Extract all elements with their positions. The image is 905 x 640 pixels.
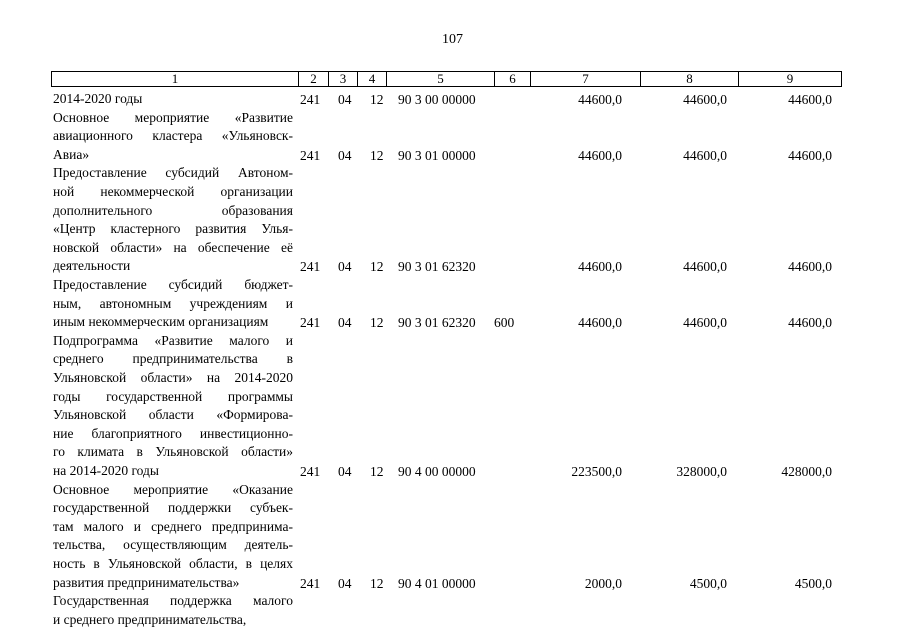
- description-line: дополнительного образования: [53, 202, 293, 218]
- row-cell-c4: 12: [370, 147, 384, 163]
- row-cell-c8: 328000,0: [676, 464, 727, 479]
- row-cell-c7: 44600,0: [578, 147, 622, 163]
- row-cell-c2: 241: [300, 259, 321, 275]
- description-line: го климата в Ульяновской области»: [53, 444, 293, 460]
- row-cell-c7: 44600,0: [578, 315, 622, 331]
- description-line: на 2014-2020 годы: [53, 462, 159, 478]
- row-cell-c8: 44600,0: [683, 315, 727, 331]
- row-cell-c9: 4500,0: [794, 575, 832, 591]
- row-cell-c3: 04: [338, 464, 352, 479]
- row-cell-c2: 241: [300, 575, 321, 591]
- description-line: там малого и среднего предпринима-: [53, 518, 293, 534]
- row-cell-c5: 90 4 01 00000: [398, 575, 476, 591]
- description-line: новской области» на обеспечение её: [53, 239, 293, 255]
- row-cell-c9: 44600,0: [788, 92, 832, 107]
- row-cell-c5: 90 4 00 00000: [398, 464, 476, 479]
- description-line: авиационного кластера «Ульяновск-: [53, 128, 293, 144]
- description-line: Авиа»: [53, 146, 90, 162]
- row-description: [53, 481, 293, 593]
- description-line: тельства, осуществляющим деятель-: [53, 537, 293, 553]
- description-line: Подпрограмма «Развитие малого и: [53, 332, 293, 348]
- row-cell-c5: 90 3 00 00000: [398, 92, 476, 107]
- page-number: 107: [442, 32, 463, 47]
- description-line: Ульяновской области «Формирова-: [53, 407, 293, 423]
- row-cell-c8: 44600,0: [683, 259, 727, 275]
- header-col-7: 7: [530, 72, 640, 86]
- header-col-3: 3: [328, 72, 357, 86]
- row-cell-c8: 44600,0: [683, 92, 727, 107]
- row-cell-c3: 04: [338, 575, 352, 591]
- row-cell-c4: 12: [370, 315, 384, 331]
- row-cell-c3: 04: [338, 147, 352, 163]
- table-header: [51, 71, 842, 87]
- description-line: годы государственной программы: [53, 388, 293, 404]
- description-line: Ульяновской области» на 2014-2020: [53, 369, 293, 385]
- description-line: Предоставление субсидий бюджет-: [53, 277, 293, 292]
- header-col-6: 6: [494, 72, 530, 86]
- description-line: ние благоприятного инвестиционно-: [53, 425, 293, 441]
- row-description: [53, 332, 293, 481]
- row-description: [53, 592, 293, 629]
- row-cell-c4: 12: [370, 464, 384, 479]
- row-cell-c7: 44600,0: [578, 92, 622, 107]
- description-line: государственной поддержки субъек-: [53, 500, 293, 516]
- row-cell-c8: 44600,0: [683, 147, 727, 163]
- row-cell-c2: 241: [300, 315, 321, 331]
- row-cell-c9: 44600,0: [788, 315, 832, 331]
- row-description: [53, 109, 293, 165]
- header-col-8: 8: [640, 72, 738, 86]
- description-line: ным, автономным учреждениям и: [53, 295, 293, 311]
- description-line: и среднего предпринимательства,: [53, 611, 247, 627]
- row-cell-c5: 90 3 01 62320: [398, 259, 476, 275]
- row-cell-c5: 90 3 01 62320: [398, 315, 476, 331]
- row-cell-c2: 241: [300, 92, 321, 107]
- row-cell-c2: 241: [300, 147, 321, 163]
- row-cell-c7: 2000,0: [584, 575, 622, 591]
- header-col-2: 2: [298, 72, 328, 86]
- row-cell-c9: 44600,0: [788, 147, 832, 163]
- header-col-4: 4: [357, 72, 386, 86]
- description-line: деятельности: [53, 258, 131, 274]
- row-description: [53, 276, 293, 332]
- description-line: Основное мероприятие «Развитие: [53, 109, 293, 125]
- row-cell-c5: 90 3 01 00000: [398, 147, 476, 163]
- description-line: среднего предпринимательства в: [53, 351, 293, 367]
- row-cell-c4: 12: [370, 92, 384, 107]
- description-line: Предоставление субсидий Автоном-: [53, 165, 293, 181]
- row-cell-c3: 04: [338, 92, 352, 107]
- description-line: «Центр кластерного развития Улья-: [53, 221, 293, 237]
- row-cell-c9: 44600,0: [788, 259, 832, 275]
- description-line: Государственная поддержка малого: [53, 593, 293, 609]
- row-cell-c7: 223500,0: [571, 464, 622, 479]
- row-cell-c6: 600: [494, 315, 515, 331]
- row-cell-c9: 428000,0: [781, 464, 832, 479]
- row-cell-c4: 12: [370, 259, 384, 275]
- description-line: ной некоммерческой организации: [53, 183, 293, 199]
- description-line: развития предпринимательства»: [53, 574, 240, 590]
- header-col-1: 1: [171, 71, 179, 86]
- header-col-9: 9: [738, 72, 841, 86]
- row-cell-c4: 12: [370, 575, 384, 591]
- description-line: ность в Ульяновской области, в целях: [53, 555, 293, 571]
- row-cell-c2: 241: [300, 464, 321, 479]
- description-line: 2014-2020 годы: [53, 91, 143, 106]
- row-cell-c3: 04: [338, 259, 352, 275]
- header-col-5: 5: [386, 72, 494, 86]
- row-cell-c3: 04: [338, 315, 352, 331]
- row-cell-c8: 4500,0: [689, 575, 727, 591]
- row-cell-c7: 44600,0: [578, 259, 622, 275]
- row-description: [53, 90, 293, 109]
- description-line: Основное мероприятие «Оказание: [53, 481, 293, 497]
- row-description: [53, 164, 293, 276]
- description-line: иным некоммерческим организациям: [53, 314, 269, 330]
